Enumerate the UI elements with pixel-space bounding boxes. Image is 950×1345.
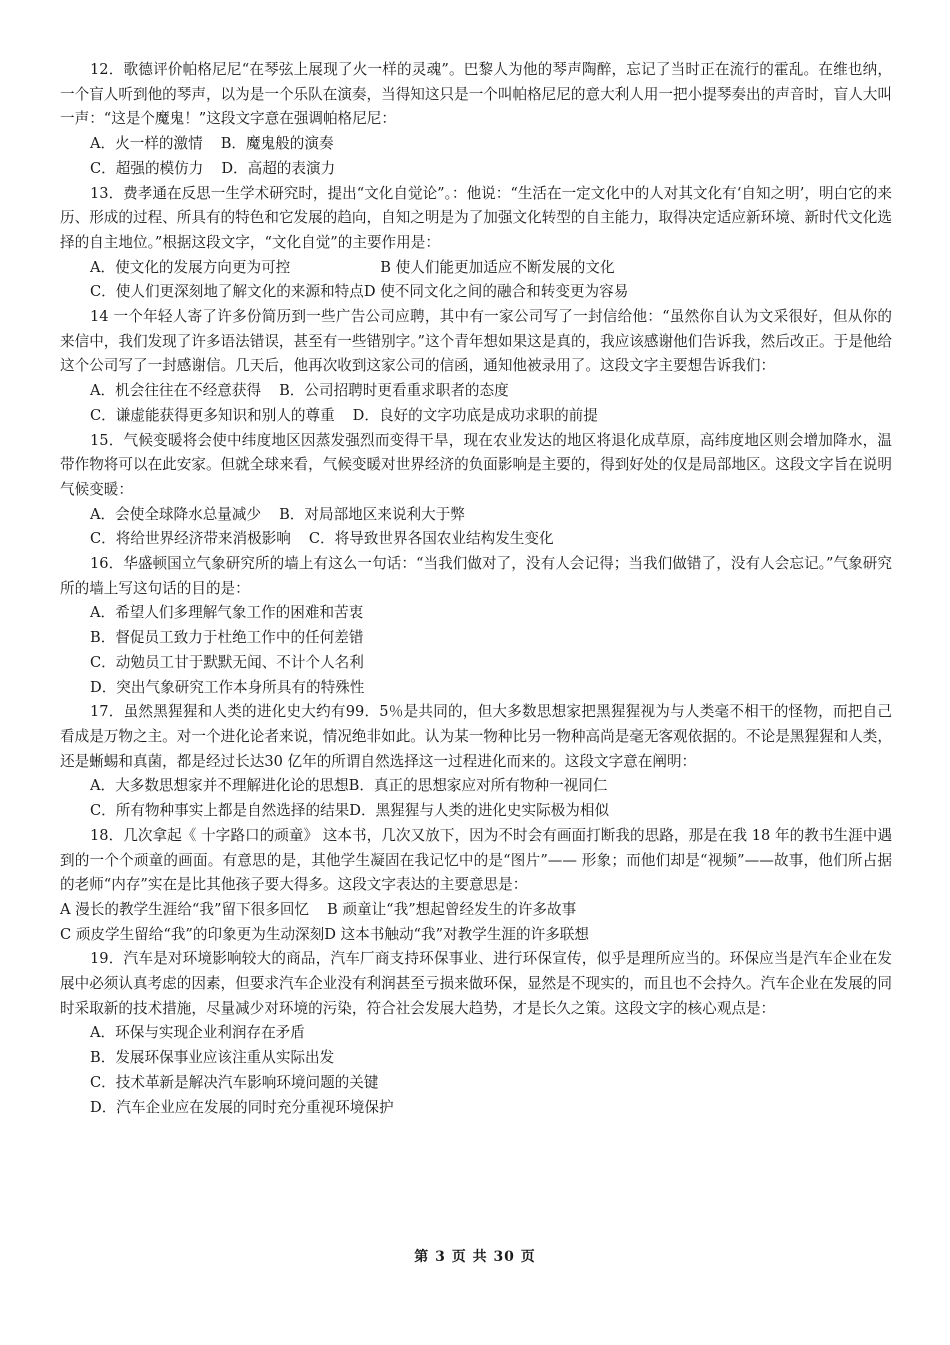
option-line [60, 256, 892, 281]
answer-option: A．使文化的发展方向更为可控 [90, 258, 291, 276]
answer-option: B．发展环保事业应该注重从实际出发 [90, 1049, 335, 1067]
option-line [60, 1021, 892, 1046]
answer-option: C 顽皮学生留给“我”的印象更为生动深刻D 这本书触动“我”对教学生涯的许多联想 [60, 925, 589, 943]
answer-option: C．动勉员工甘于默默无闻、不计个人名利 [90, 653, 364, 671]
option-line [60, 1046, 892, 1071]
answer-option: D．汽车企业应在发展的同时充分重视环境保护 [90, 1098, 394, 1116]
question-block [60, 824, 892, 948]
question-stem: 16．华盛顿国立气象研究所的墙上有这么一句话：“当我们做对了，没有人会记得；当我们做错了，没有人会忘记。”气象研究所的墙上写这句话的目的是： [60, 555, 892, 597]
answer-option: B．督促员工致力于杜绝工作中的任何差错 [90, 629, 364, 647]
option-line [60, 280, 892, 305]
question-stem: 12．歌德评价帕格尼尼“在琴弦上展现了火一样的灵魂”。巴黎人为他的琴声陶醉，忘记了当时正在流行的霍乱。在维也纳，一个盲人听到他的琴声，以为是一个乐队在演奏，当得知这只是一个叫帕格尼尼的意大利人用一把小提琴奏出的声音时，盲人大叫一声：“这是个魔鬼！”这段文字意在强调帕格尼尼： [60, 61, 892, 128]
answer-option: B 使人们能更加适应不断发展的文化 [380, 258, 615, 276]
answer-option: A 漫长的教学生涯给“我”留下很多回忆 [60, 900, 310, 918]
answer-option: C．使人们更深刻地了解文化的来源和特点D 使不同文化之间的融合和转变更为容易 [90, 283, 629, 301]
option-line [60, 898, 892, 923]
question-stem: 14 一个年轻人寄了许多份简历到一些广告公司应聘，其中有一家公司写了一封信给他：“虽然你自认为文采很好，但从你的来信中，我们发现了许多语法错误，甚至有一些错别字。”这个青年想如果这是真的，我应该感谢他们告诉我，然后改正。于是他给这个公司写了一封感谢信。几天后，他再次收到这家公司的信函，通知他被录用了。这段文字主要想告诉我们： [60, 308, 893, 375]
option-line [60, 1096, 892, 1121]
answer-option: C．所有物种事实上都是自然选择的结果D．黑猩猩与人类的进化史实际极为相似 [90, 802, 610, 820]
question-block [60, 182, 892, 306]
answer-option: A．环保与实现企业利润存在矛盾 [90, 1024, 305, 1042]
question-stem: 13．费孝通在反思一生学术研究时，提出“文化自觉论”。：他说：“生活在一定文化中的人对其文化有‘自知之明’，明白它的来历、形成的过程、所具有的特色和它发展的趋向，自知之明是为了加强文化转型的自主能力，取得决定适应新环境、新时代文化选择的自主地位。”根据这段文字，“文化自觉”的主要作用是： [60, 184, 892, 251]
option-line [60, 1071, 892, 1096]
question-block [60, 552, 892, 700]
answer-option: D．突出气象研究工作本身所具有的特殊性 [90, 678, 365, 696]
answer-option: B．公司招聘时更看重求职者的态度 [279, 382, 509, 400]
question-stem: 19．汽车是对环境影响较大的商品，汽车厂商支持环保事业、进行环保宣传，似乎是理所应当的。环保应当是汽车企业在发展中必须认真考虑的因素，但要求汽车企业没有利润甚至亏损来做环保，显然是不现实的，而且也不会持久。汽车企业在发展的同时采取新的技术措施，尽量减少对环境的污染，符合社会发展大趋势，才是长久之策。这段文字的核心观点是： [60, 950, 892, 1017]
option-line [60, 923, 892, 948]
answer-option: B．魔鬼般的演奏 [220, 135, 334, 153]
answer-option: A．会使全球降水总量减少 [90, 505, 262, 523]
answer-option: C．超强的模仿力 [90, 159, 204, 177]
option-line [60, 651, 892, 676]
option-line [60, 503, 892, 528]
question-list [60, 58, 892, 1120]
answer-option: A．火一样的激情 [90, 135, 203, 153]
option-line [60, 601, 892, 626]
question-block [60, 700, 892, 824]
option-line [60, 774, 892, 799]
answer-option: B．对局部地区来说利大于弊 [279, 505, 465, 523]
option-line [60, 132, 892, 157]
question-stem: 18．几次拿起《 十字路口的顽童》 这本书，几次又放下，因为不时会有画面打断我的思路，那是在我 18 年的教书生涯中遇到的一个个顽童的画面。有意思的是，其他学生凝固在我记忆中的是“图片”—— 形象；而他们却是“视频”——故事，他们所占据的老师“内存”实在是比其他孩子要大得多。这段文字表达的主要意思是： [60, 826, 892, 894]
question-block [60, 305, 892, 429]
answer-option: C．谦虚能获得更多知识和别人的尊重 [90, 406, 335, 424]
answer-option: C．将导致世界各国农业结构发生变化 [308, 530, 554, 548]
page-footer: 第 3 页 共 30 页 [414, 1249, 536, 1265]
answer-option: C．技术革新是解决汽车影响环境问题的关键 [90, 1073, 379, 1091]
question-stem: 17．虽然黑猩猩和人类的进化史大约有99．5％是共同的，但大多数思想家把黑猩猩视为与人类毫不相干的怪物，而把自己看成是万物之主。对一个进化论者来说，情况绝非如此。认为某一物种比另一物种高尚是毫无客观依据的。不论是黑猩猩和人类，还是蜥蜴和真菌，都是经过长达30 亿年的所谓自然选择这一过程进化而来的。这段文字意在阐明： [60, 703, 892, 770]
option-line [60, 157, 892, 182]
answer-option: D．高超的表演力 [221, 159, 336, 177]
answer-option: A．机会往往在不经意获得 [90, 382, 262, 400]
option-line [60, 676, 892, 701]
option-line [60, 527, 892, 552]
option-line [60, 626, 892, 651]
answer-option: B 顽童让“我”想起曾经发生的许多故事 [327, 900, 577, 918]
option-line [60, 379, 892, 404]
answer-option: A．大多数思想家并不理解进化论的思想B．真正的思想家应对所有物种一视同仁 [90, 777, 608, 795]
answer-option: D．良好的文字功底是成功求职的前提 [352, 406, 598, 424]
question-block [60, 947, 892, 1120]
option-line [60, 404, 892, 429]
question-stem: 15．气候变暖将会使中纬度地区因蒸发强烈而变得干旱，现在农业发达的地区将退化成草原，高纬度地区则会增加降水，温带作物将可以在此安家。但就全球来看，气候变暖对世界经济的负面影响是主要的，得到好处的仅是局部地区。这段文字旨在说明气候变暖： [60, 431, 892, 498]
option-line [60, 799, 892, 824]
answer-option: A．希望人们多理解气象工作的困难和苦衷 [90, 604, 364, 622]
question-block [60, 429, 892, 553]
answer-option: C．将给世界经济带来消极影响 [90, 530, 291, 548]
question-block [60, 58, 892, 182]
